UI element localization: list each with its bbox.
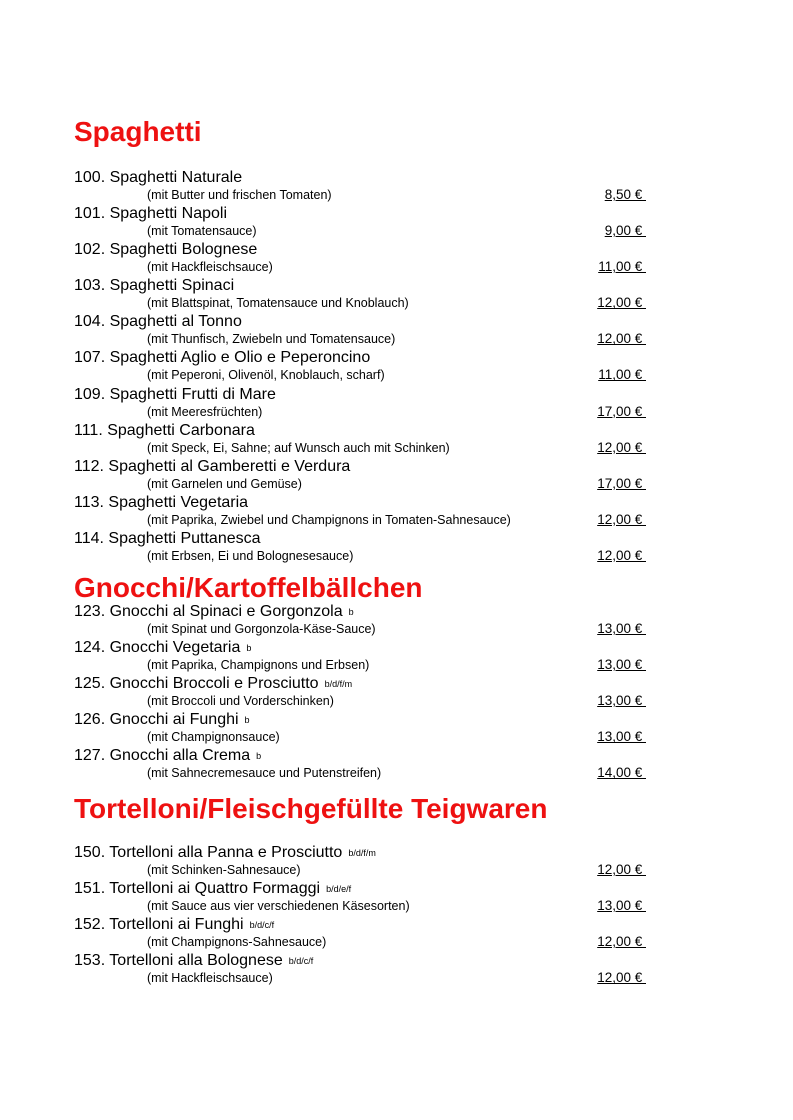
spaghetti-item-list: [0, 169, 793, 566]
menu-item-price: 12,00 €: [597, 331, 646, 347]
allergen-code: b: [256, 751, 262, 762]
menu-item-name-line: [74, 844, 376, 862]
menu-item-description: (mit Tomatensauce): [147, 224, 257, 239]
menu-item-price: 12,00 €: [597, 934, 646, 950]
menu-item-price: 14,00 €: [597, 765, 646, 781]
menu-item-name: 104. Spaghetti al Tonno: [74, 313, 242, 331]
menu-item-name-line: [74, 313, 242, 331]
menu-item-description: (mit Speck, Ei, Sahne; auf Wunsch auch mit Schinken): [147, 440, 450, 455]
menu-item-name: 125. Gnocchi Broccoli e Prosciutto: [74, 675, 319, 693]
menu-item-price: 13,00 €: [597, 693, 646, 709]
section-title-gnocchi: Gnocchi/Kartoffelbällchen: [74, 572, 423, 603]
menu-item: [0, 844, 793, 880]
menu-item-name-line: [74, 747, 261, 765]
menu-item-description: (mit Sauce aus vier verschiedenen Käsesorten): [147, 899, 410, 914]
menu-item-price: 17,00 €: [597, 403, 646, 419]
menu-item-price: 9,00 €: [604, 223, 646, 239]
menu-item: [0, 952, 793, 988]
menu-item-name: 103. Spaghetti Spinaci: [74, 277, 235, 295]
menu-item-description: (mit Butter und frischen Tomaten): [147, 188, 332, 202]
tortelloni-item-list: [0, 844, 793, 988]
menu-item-price: 12,00 €: [597, 439, 646, 455]
menu-item-price: 12,00 €: [597, 511, 646, 527]
menu-item-price: 12,00 €: [597, 547, 646, 563]
allergen-code: b/d/c/f: [249, 920, 275, 931]
menu-item: [0, 169, 793, 205]
menu-item-description: (mit Schinken-Sahnesauce): [147, 863, 301, 877]
menu-item-name-line: [74, 458, 350, 476]
menu-item-price: 12,00 €: [597, 862, 646, 877]
menu-item-name-line: [74, 205, 227, 223]
menu-item: [0, 241, 793, 277]
menu-item-price: 11,00 €: [598, 367, 646, 383]
menu-item-description: (mit Sahnecremesauce und Putenstreifen): [147, 766, 382, 781]
allergen-code: b: [348, 607, 354, 617]
allergen-code: b/d/c/f: [288, 956, 314, 967]
menu-item-name: 114. Spaghetti Puttanesca: [74, 529, 261, 547]
menu-item-description: (mit Blattspinat, Tomatensauce und Knoblauch): [147, 296, 409, 311]
gnocchi-item-list: [0, 603, 793, 783]
menu-item-name-line: [74, 530, 261, 548]
menu-item: [0, 603, 793, 639]
section-title-tortelloni: Tortelloni/Fleischgefüllte Teigwaren: [74, 793, 548, 824]
menu-item: [0, 675, 793, 711]
menu-item-price: 17,00 €: [597, 475, 646, 491]
menu-item-name-line: [74, 422, 255, 440]
menu-item: [0, 349, 793, 385]
allergen-code: b: [246, 643, 252, 654]
menu-item-name-line: [74, 169, 242, 187]
menu-item-name-line: [74, 952, 313, 970]
menu-item-name: 102. Spaghetti Bolognese: [74, 241, 258, 259]
menu-item-name-line: [74, 880, 351, 898]
menu-item: [0, 711, 793, 747]
menu-item-name: 107. Spaghetti Aglio e Olio e Peperoncino: [74, 349, 371, 367]
menu-item-name: 111. Spaghetti Carbonara: [74, 421, 255, 439]
menu-item-description: (mit Hackfleischsauce): [147, 260, 273, 275]
menu-item-name-line: [74, 603, 354, 621]
menu-item-price: 12,00 €: [597, 970, 646, 986]
menu-item-name: 124. Gnocchi Vegetaria: [74, 639, 241, 657]
menu-item-name: 127. Gnocchi alla Crema: [74, 747, 251, 765]
menu-item-name-line: [74, 639, 251, 657]
menu-item-description: (mit Broccoli und Vorderschinken): [147, 694, 334, 709]
allergen-code: b: [244, 715, 250, 726]
menu-item-description: (mit Thunfisch, Zwiebeln und Tomatensauce): [147, 332, 396, 347]
menu-item-description: (mit Paprika, Champignons und Erbsen): [147, 658, 370, 673]
menu-item-description: (mit Spinat und Gorgonzola-Käse-Sauce): [147, 622, 376, 636]
menu-item-price: 12,00 €: [597, 295, 646, 311]
menu-item-name: 112. Spaghetti al Gamberetti e Verdura: [74, 457, 351, 475]
menu-item-name-line: [74, 386, 276, 404]
menu-item-price: 13,00 €: [597, 898, 646, 914]
menu-item-description: (mit Meeresfrüchten): [147, 404, 263, 419]
menu-item-description: (mit Champignons-Sahnesauce): [147, 935, 327, 950]
menu-item-price: 13,00 €: [597, 657, 646, 673]
menu-item: [0, 277, 793, 313]
menu-item-description: (mit Erbsen, Ei und Bolognesesauce): [147, 548, 354, 563]
menu-item: [0, 916, 793, 952]
menu-item-price: 13,00 €: [597, 621, 646, 636]
menu-item-name-line: [74, 711, 250, 729]
menu-item-name: 153. Tortelloni alla Bolognese: [74, 952, 283, 970]
menu-item-name-line: [74, 349, 370, 367]
menu-item-name: 113. Spaghetti Vegetaria: [74, 493, 249, 511]
menu-item-description: (mit Hackfleischsauce): [147, 971, 273, 986]
menu-item: [0, 205, 793, 241]
allergen-code: b/d/f/m: [348, 848, 376, 858]
menu-item-name: 123. Gnocchi al Spinaci e Gorgonzola: [74, 603, 343, 620]
menu-item-name-line: [74, 494, 248, 512]
menu-item-name: 151. Tortelloni ai Quattro Formaggi: [74, 880, 321, 898]
menu-item: [0, 530, 793, 566]
menu-item-name: 152. Tortelloni ai Funghi: [74, 916, 244, 934]
menu-item-name: 100. Spaghetti Naturale: [74, 169, 243, 186]
menu-item-name: 109. Spaghetti Frutti di Mare: [74, 385, 276, 403]
menu-item: [0, 880, 793, 916]
menu-item-name-line: [74, 277, 234, 295]
menu-item: [0, 494, 793, 530]
menu-item-price: 13,00 €: [597, 729, 646, 745]
menu-item-price: 11,00 €: [598, 259, 646, 275]
menu-item-price: 8,50 €: [604, 187, 646, 202]
section-title-spaghetti: Spaghetti: [74, 116, 202, 147]
menu-item-description: (mit Peperoni, Olivenöl, Knoblauch, scharf): [147, 368, 385, 383]
menu-item-name-line: [74, 241, 257, 259]
menu-item: [0, 458, 793, 494]
menu-item-name-line: [74, 675, 352, 693]
menu-item-description: (mit Garnelen und Gemüse): [147, 476, 302, 491]
menu-item: [0, 639, 793, 675]
menu-item: [0, 313, 793, 349]
menu-item-name: 150. Tortelloni alla Panna e Prosciutto: [74, 844, 343, 861]
allergen-code: b/d/f/m: [324, 679, 353, 690]
menu-item-name: 101. Spaghetti Napoli: [74, 205, 227, 223]
menu-item: [0, 422, 793, 458]
menu-item-description: (mit Paprika, Zwiebel und Champignons in Tomaten-Sahnesauce): [147, 512, 511, 527]
menu-item: [0, 386, 793, 422]
menu-item-name-line: [74, 916, 274, 934]
menu-item-description: (mit Champignonsauce): [147, 730, 280, 745]
allergen-code: b/d/e/f: [326, 884, 352, 895]
menu-item-name: 126. Gnocchi ai Funghi: [74, 711, 239, 729]
menu-item: [0, 747, 793, 783]
